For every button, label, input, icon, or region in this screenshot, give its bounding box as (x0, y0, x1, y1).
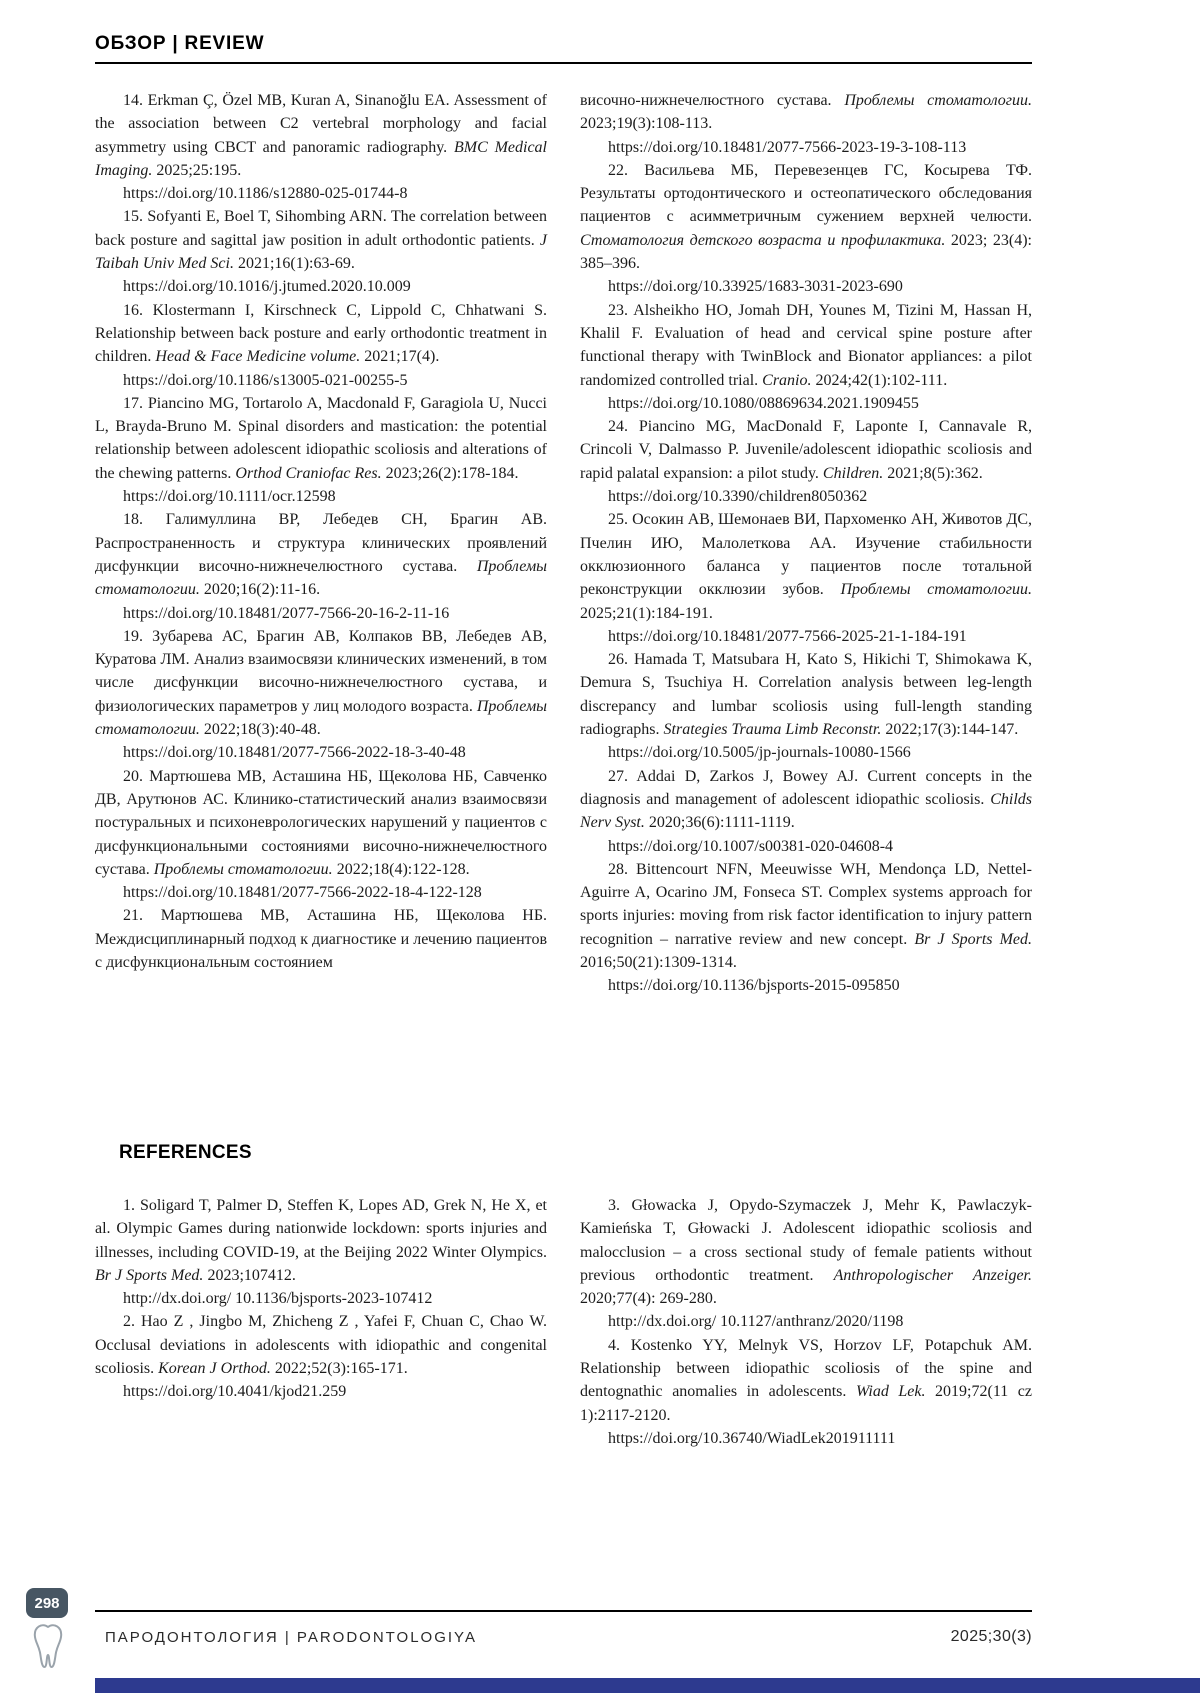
section-header: ОБЗОР | REVIEW (95, 33, 265, 54)
reference-text: 16. Klostermann I, Kirschneck C, Lippold C, Chhatwani S. Relationship between back posture and early orthodontic treatment in children. Head & Face Medicine volume. 2021;17(4). (95, 301, 547, 366)
left-column (95, 1194, 547, 1450)
doi-line: https://doi.org/10.18481/2077-7566-2022-18-3-40-48 (123, 744, 466, 762)
reference-text: 19. Зубарева АС, Брагин АВ, Колпаков ВВ, Лебедев АВ, Куратова ЛМ. Анализ взаимосвязи клинических изменений, в том числе дисфункции височно-нижнечелюстного сустава, и физиологических параметров у лиц молодого возраста. Проблемы стоматологии. 2022;18(3):40-48. (95, 627, 547, 739)
doi-line: https://doi.org/10.18481/2077-7566-20-16-2-11-16 (123, 604, 450, 622)
doi-line: https://doi.org/10.18481/2077-7566-2023-19-3-108-113 (608, 138, 967, 156)
reference-text: 2. Hao Z , Jingbo M, Zhicheng Z , Yafei F, Chuan C, Chao W. Occlusal deviations in adolescents with idiopathic and congenital scoliosis. Korean J Orthod. 2022;52(3):165-171. (95, 1313, 547, 1378)
reference-text: 22. Васильева МБ, Перевезенцев ГС, Косырева ТФ. Результаты ортодонтического и остеопатического обследования пациентов с асимметричным сужением верхней челюсти. Стоматология детского возраста и профилактика. 2023; 23(4): 385–396. (580, 161, 1032, 273)
doi-line: https://doi.org/10.18481/2077-7566-2025-21-1-184-191 (608, 627, 967, 645)
doi-line: https://doi.org/10.36740/WiadLek201911111 (608, 1429, 896, 1447)
doi-line: http://dx.doi.org/ 10.1136/bjsports-2023-107412 (123, 1290, 433, 1308)
doi-line: https://doi.org/10.1186/s12880-025-01744-8 (123, 185, 408, 203)
doi-line: https://doi.org/10.33925/1683-3031-2023-690 (608, 278, 903, 296)
reference-text: 3. Głowacka J, Opydo-Szymaczek J, Mehr K, Pawlaczyk-Kamieńska T, Głowacki J. Adolescent idiopathic scoliosis and malocclusion – a cross sectional study of female patients without previous orthodontic treatment. Anthropologischer Anzeiger. 2020;77(4): 269-280. (580, 1197, 1032, 1308)
reference-text: 15. Sofyanti E, Boel T, Sihombing ARN. The correlation between back posture and sagittal jaw position in adult orthodontic patients. J Taibah Univ Med Sci. 2021;16(1):63-69. (95, 208, 547, 273)
issue-info: 2025;30(3) (950, 1628, 1032, 1645)
references-section (95, 1194, 1032, 1450)
reference-text: 17. Piancino MG, Tortarolo A, Macdonald F, Garagiola U, Nucci L, Brayda-Bruno M. Spinal disorders and mastication: the potential relationship between adolescent idiopathic scoliosis and alterations of the chewing patterns. Orthod Craniofac Res. 2023;26(2):178-184. (95, 394, 547, 482)
doi-line: https://doi.org/10.5005/jp-journals-10080-1566 (608, 744, 911, 762)
reference-text: 24. Piancino MG, MacDonald F, Laponte I, Cannavale R, Crincoli V, Dalmasso P. Juvenile/adolescent idiopathic scoliosis and rapid palatal expansion: a pilot study. Children. 2021;8(5):362. (580, 418, 1032, 482)
doi-line: https://doi.org/10.3390/children8050362 (608, 488, 868, 506)
reference-text: 26. Hamada T, Matsubara H, Kato S, Hikichi T, Shimokawa K, Demura S, Tsuchiya H. Correlation analysis between leg-length discrepancy and lumbar scoliosis using full-length standing radiographs. Strategies Trauma Limb Reconstr. 2022;17(3):144-147. (580, 651, 1032, 739)
reference-text: 23. Alsheikho HO, Jomah DH, Younes M, Tizini M, Hassan H, Khalil F. Evaluation of head and cervical spine posture after functional therapy with TwinBlock and Bionator appliances: a pilot randomized controlled trial. Cranio. 2024;42(1):102-111. (580, 301, 1032, 389)
doi-line: https://doi.org/10.4041/kjod21.259 (123, 1383, 347, 1401)
reference-text: 4. Kostenko YY, Melnyk VS, Horzov LF, Potapchuk AM. Relationship between idiopathic scoliosis of the spine and dentognathic anomalies in adolescents. Wiad Lek. 2019;72(11 cz 1):2117-2120. (580, 1336, 1032, 1424)
reference-text: 18. Галимуллина ВР, Лебедев СН, Брагин АВ. Распространенность и структура клинических проявлений дисфункции височно-нижнечелюстного сустава. Проблемы стоматологии. 2020;16(2):11-16. (95, 511, 547, 599)
doi-line: https://doi.org/10.1136/bjsports-2015-095850 (608, 977, 900, 995)
doi-line: https://doi.org/10.18481/2077-7566-2022-18-4-122-128 (123, 884, 482, 902)
reference-text: 1. Soligard T, Palmer D, Steffen K, Lopes AD, Grek N, He X, et al. Olympic Games during nationwide lockdown: sports injuries and illnesses, including COVID-19, at the Beijing 2022 Winter Olympics. Br J Sports Med. 2023;107412. (95, 1197, 547, 1284)
doi-line: https://doi.org/10.1007/s00381-020-04608-4 (608, 837, 894, 855)
footer-divider (95, 1610, 1032, 1612)
reference-text: 25. Осокин АВ, Шемонаев ВИ, Пархоменко АН, Животов ДС, Пчелин ИЮ, Малолеткова АА. Изучение стабильности окклюзионного баланса у пациентов после тотальной реконструкции окклюзии зубов. Проблемы стоматологии. 2025;21(1):184-191. (580, 511, 1033, 622)
doi-line: http://dx.doi.org/ 10.1127/anthranz/2020/1198 (608, 1313, 904, 1331)
tooth-logo-icon (28, 1620, 68, 1679)
doi-line: https://doi.org/10.1186/s13005-021-00255-5 (123, 371, 408, 389)
header-divider (95, 62, 1032, 64)
accent-bar (95, 1678, 1200, 1693)
reference-text: 20. Мартюшева МВ, Асташина НБ, Щеколова НБ, Савченко ДВ, Арутюнов АС. Клинико-статистический анализ взаимосвязи постуральных и психоневрологических нарушений у пациентов с дисфункциональными состояниями височно-нижнечелюстного сустава. Проблемы стоматологии. 2022;18(4):122-128. (95, 767, 547, 878)
right-column (580, 1194, 1032, 1450)
references-continued-section (95, 89, 1032, 998)
right-column (580, 89, 1032, 998)
reference-text: височно-нижнечелюстного сустава. Проблемы стоматологии. 2023;19(3):108-113. (580, 92, 1032, 133)
reference-text: 14. Erkman Ç, Özel MB, Kuran A, Sinanoğlu EA. Assessment of the association between C2 vertebral morphology and facial asymmetry using CBCT and panoramic radiography. BMC Medical Imaging. 2025;25:195. (95, 92, 548, 179)
reference-text: 28. Bittencourt NFN, Meeuwisse WH, Mendonça LD, Nettel-Aguirre A, Ocarino JM, Fonseca ST. Complex systems approach for sports injuries: moving from risk factor identification to injury pattern recognition – narrative review and new concept. Br J Sports Med. 2016;50(21):1309-1314. (580, 860, 1032, 971)
footer (95, 1628, 1032, 1646)
page-number-badge: 298 (26, 1588, 68, 1618)
reference-text: 27. Addai D, Zarkos J, Bowey AJ. Current concepts in the diagnosis and management of adolescent idiopathic scoliosis. Childs Nerv Syst. 2020;36(6):1111-1119. (580, 767, 1032, 832)
journal-name: ПАРОДОНТОЛОГИЯ | PARODONTOLOGIYA (105, 1628, 477, 1646)
references-heading: REFERENCES (119, 1142, 252, 1163)
left-column (95, 89, 547, 998)
doi-line: https://doi.org/10.1016/j.jtumed.2020.10.009 (123, 278, 411, 296)
reference-text: 21. Мартюшева МВ, Асташина НБ, Щеколова НБ. Междисциплинарный подход к диагностике и лечению пациентов с дисфункциональным состоянием (95, 907, 547, 971)
doi-line: https://doi.org/10.1111/ocr.12598 (123, 488, 336, 506)
doi-line: https://doi.org/10.1080/08869634.2021.1909455 (608, 394, 919, 412)
